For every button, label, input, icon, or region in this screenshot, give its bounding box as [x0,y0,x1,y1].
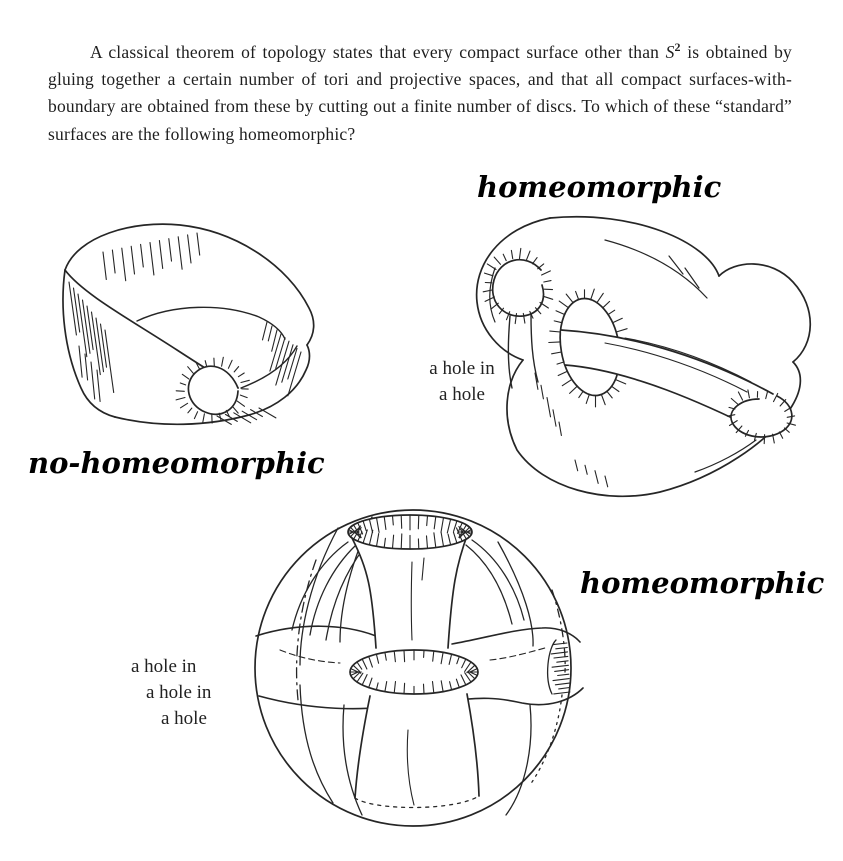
paragraph-text-1: A classical theorem of topology states that every compact surface other than [90,41,666,62]
annotation-homeomorphic-bottom: homeomorphic [580,566,825,600]
mobius-hatching [69,233,301,424]
hole3-top-opening [348,515,472,549]
paragraph-text-2: is obtained by gluing together a certain number of tori and projective spaces, and that all compact surfaces-with-boundary are obtained from these by cutting out a finite number of discs. To which of these “standard” surfaces are the following homeomorphic? [48,41,792,144]
math-superscript-2: 2 [674,39,681,54]
label-hole3-line1: a hole in [131,656,197,677]
label-hole2-line2: a hole [439,384,485,405]
annotation-homeomorphic-top: homeomorphic [477,170,722,204]
hole2-shading [535,373,608,487]
intro-paragraph [48,34,792,149]
math-symbol-s: S [665,41,675,62]
label-hole3-line2: a hole in [146,682,212,703]
annotation-no-homeomorphic: no-homeomorphic [28,446,325,480]
hole-in-hole-in-hole-figure [240,500,610,850]
hole3-vertical-tube-lower [355,694,479,808]
hole3-center-ring [350,650,478,694]
label-hole-in-hole-in-hole [131,654,211,732]
mobius-strip-figure [45,218,335,433]
label-hole2-line1: a hole in [429,358,495,379]
hole3-vertical-tube-upper [352,533,468,648]
hole-in-hole-figure [455,210,835,510]
label-hole3-line3: a hole [161,708,207,729]
